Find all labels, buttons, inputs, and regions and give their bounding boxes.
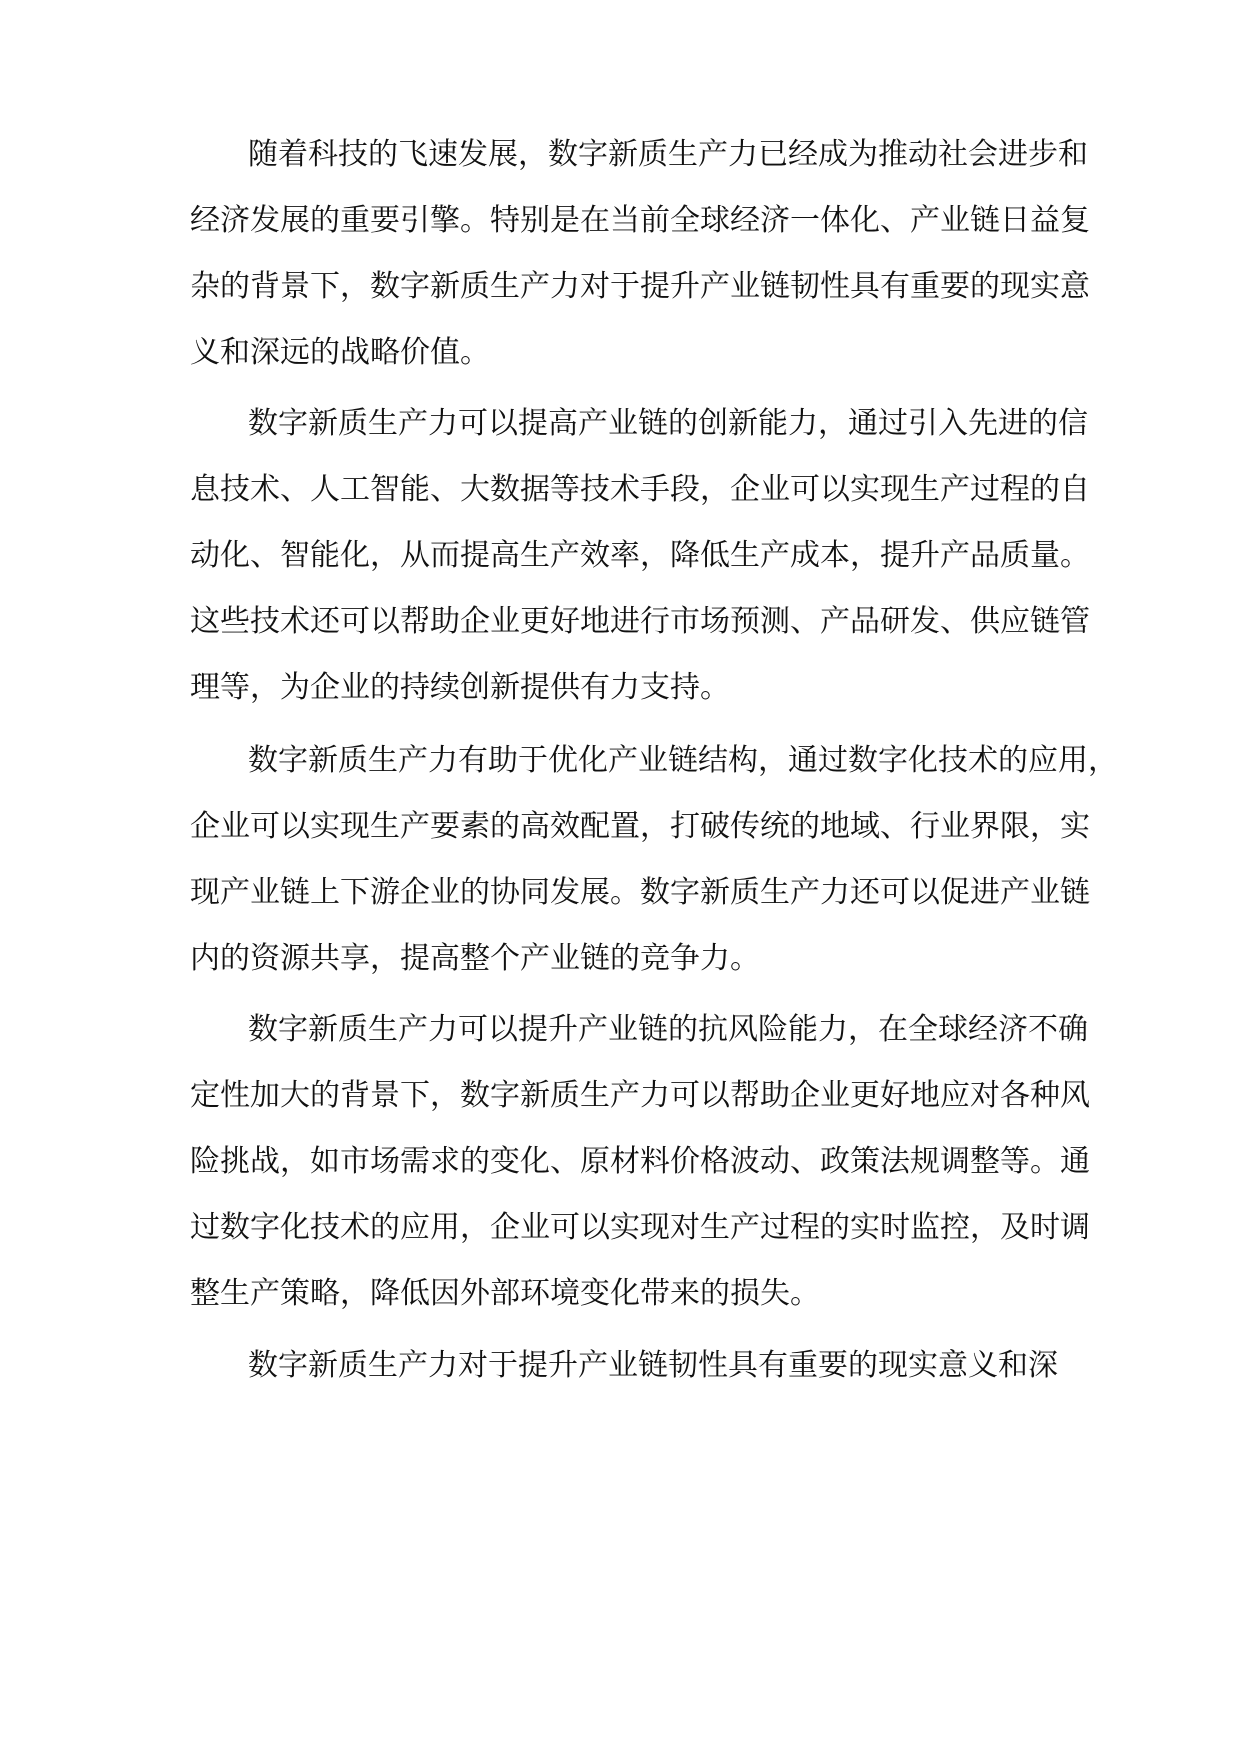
paragraph-2-line-3: 动化、智能化，从而提高生产效率，降低生产成本，提升产品质量。 (190, 538, 1090, 573)
paragraph-2-line-5: 理等，为企业的持续创新提供有力支持。 (190, 670, 730, 705)
paragraph-1-line-4: 义和深远的战略价值。 (190, 335, 490, 370)
paragraph-4-line-1: 数字新质生产力可以提升产业链的抗风险能力，在全球经济不确 (248, 1012, 1088, 1047)
paragraph-4-line-3: 险挑战，如市场需求的变化、原材料价格波动、政策法规调整等。通 (190, 1144, 1090, 1179)
paragraph-1-line-3: 杂的背景下，数字新质生产力对于提升产业链韧性具有重要的现实意 (190, 269, 1090, 304)
paragraph-4-line-4: 过数字化技术的应用，企业可以实现对生产过程的实时监控，及时调 (190, 1210, 1090, 1245)
paragraph-3-line-4: 内的资源共享，提高整个产业链的竞争力。 (190, 941, 760, 976)
paragraph-5-line-1: 数字新质生产力对于提升产业链韧性具有重要的现实意义和深 (248, 1348, 1058, 1383)
paragraph-1-line-2: 经济发展的重要引擎。特别是在当前全球经济一体化、产业链日益复 (190, 203, 1090, 238)
paragraph-2-line-4: 这些技术还可以帮助企业更好地进行市场预测、产品研发、供应链管 (190, 604, 1090, 639)
paragraph-2-line-1: 数字新质生产力可以提高产业链的创新能力，通过引入先进的信 (248, 406, 1088, 441)
paragraph-1-line-1: 随着科技的飞速发展，数字新质生产力已经成为推动社会进步和 (248, 137, 1088, 172)
paragraph-2-line-2: 息技术、人工智能、大数据等技术手段，企业可以实现生产过程的自 (190, 472, 1090, 507)
paragraph-4-line-5: 整生产策略，降低因外部环境变化带来的损失。 (190, 1276, 820, 1311)
paragraph-3-line-1: 数字新质生产力有助于优化产业链结构，通过数字化技术的应用， (248, 743, 1118, 778)
paragraph-4-line-2: 定性加大的背景下，数字新质生产力可以帮助企业更好地应对各种风 (190, 1078, 1090, 1113)
paragraph-3-line-3: 现产业链上下游企业的协同发展。数字新质生产力还可以促进产业链 (190, 875, 1090, 910)
paragraph-3-line-2: 企业可以实现生产要素的高效配置，打破传统的地域、行业界限，实 (190, 809, 1090, 844)
